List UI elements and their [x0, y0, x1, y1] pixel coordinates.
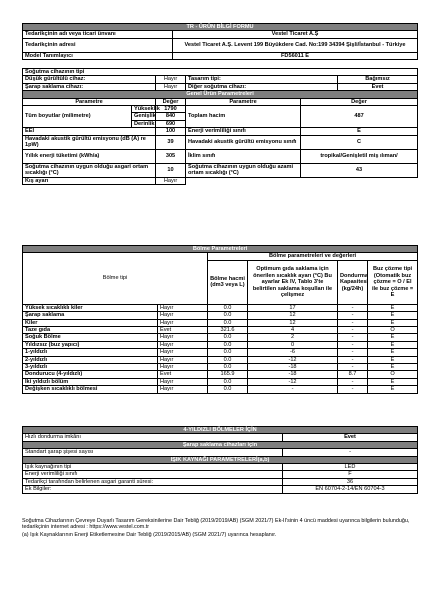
compartment-volume: 165.9 [208, 371, 248, 378]
compartment-volume: 0.0 [208, 334, 248, 341]
max-temp-label: Soğutma cihazının uygun olduğu azami ortam sıcaklığı (°C) [186, 163, 301, 177]
noise-value: 39 [156, 135, 186, 149]
compartment-row [23, 364, 418, 371]
compartment-temp: -12 [248, 378, 338, 385]
width-value: 840 [156, 113, 186, 120]
col-volume: Bölme hacmi (dm3 veya L) [208, 260, 248, 304]
compartment-freezing-capacity: - [338, 378, 368, 385]
compartment-temp: 12 [248, 319, 338, 326]
compartment-temp: 4 [248, 327, 338, 334]
compartment-params-header: Bölme parametreleri ve değerleri [208, 253, 418, 260]
compartment-defrost: E [368, 378, 418, 385]
compartment-temp: 2 [248, 334, 338, 341]
compartment-volume: 0.0 [208, 341, 248, 348]
compartments-table [22, 245, 418, 394]
height-value: 1790 [156, 106, 186, 113]
compartment-freezing-capacity: - [338, 327, 368, 334]
compartment-row [23, 334, 418, 341]
compartment-present: Hayır [158, 349, 208, 356]
compartment-volume: 0.0 [208, 378, 248, 385]
compartment-row [23, 386, 418, 393]
compartment-volume: 0.0 [208, 319, 248, 326]
compartment-present: Evet [158, 327, 208, 334]
compartment-temp: -18 [248, 364, 338, 371]
compartment-freezing-capacity: - [338, 304, 368, 311]
light-energy-class-value: F [283, 471, 418, 478]
compartment-temp: -12 [248, 356, 338, 363]
fast-freeze-label: Hızlı dondurma imkânı [23, 434, 283, 441]
eei-value: 100 [156, 128, 186, 135]
compartment-name: 3-yıldızlı [23, 364, 158, 371]
supplier-name-value: Vestel Ticaret A.Ş [173, 31, 418, 38]
general-table [22, 68, 418, 185]
annual-energy-value: 305 [156, 149, 186, 163]
compartment-name: Yüksek sıcaklıklı kiler [23, 304, 158, 311]
compartment-temp: - [248, 386, 338, 393]
climate-class-value: tropikal/Genişletil miş ılıman/ [301, 149, 418, 163]
other-appliance-label: Diğer soğutma cihazı: [186, 83, 338, 90]
other-appliance-value: Evet [338, 83, 418, 90]
compartment-volume: 0.0 [208, 304, 248, 311]
light-type-value: LED [283, 464, 418, 471]
compartment-defrost: E [368, 386, 418, 393]
col-value-right: Değer [301, 98, 418, 105]
col-param-left: Parametre [23, 98, 156, 105]
additional-info-value: EN 60704-2-14/EN 60704-3 [283, 486, 418, 493]
compartment-temp: 17 [248, 304, 338, 311]
low-noise-label: Düşük gürültülü cihaz: [23, 76, 156, 83]
compartment-volume: 0.0 [208, 312, 248, 319]
design-type-label: Tasarım tipi: [186, 76, 338, 83]
compartment-defrost: E [368, 319, 418, 326]
compartment-name: Soğuk Bölme [23, 334, 158, 341]
compartment-name: Şarap saklama [23, 312, 158, 319]
compartment-defrost: E [368, 364, 418, 371]
compartment-volume: 321.6 [208, 327, 248, 334]
compartment-freezing-capacity: - [338, 312, 368, 319]
compartment-defrost: E [368, 356, 418, 363]
compartment-freezing-capacity: - [338, 386, 368, 393]
min-temp-label: Soğutma cihazının uygun olduğu asgari ortam sıcaklığı (°C) [23, 163, 156, 177]
model-value: FD56011 E [173, 52, 418, 59]
design-type-value: Bağımsız [338, 76, 418, 83]
compartment-name: 1-yıldızlı [23, 349, 158, 356]
compartment-name: Kiler [23, 319, 158, 326]
compartment-row [23, 312, 418, 319]
eei-label: EEI [23, 128, 156, 135]
total-volume-value: 487 [301, 106, 418, 128]
compartment-present: Hayır [158, 364, 208, 371]
footnote-regulation: Soğutma Cihazlarının Çevreye Duyarlı Tasarım Gereksinilerine Dair Tebliğ (2019/2019/AB) (SGM 2021/7) Ek-II'sinin 4 üncü maddesi uyarınca bilgilerin bulunduğu, tedarikçinin internet adresi : https://www.vestel.com.tr [22, 518, 410, 531]
compartment-volume: 0.0 [208, 386, 248, 393]
compartment-temp: -6 [248, 349, 338, 356]
compartment-present: Hayır [158, 334, 208, 341]
compartment-name: 2-yıldızlı [23, 356, 158, 363]
compartment-present: Hayır [158, 304, 208, 311]
compartment-present: Hayır [158, 319, 208, 326]
compartment-row [23, 304, 418, 311]
max-temp-value: 43 [301, 163, 418, 177]
general-params-title: Genel Ürün Parametreleri [23, 91, 418, 98]
compartment-freezing-capacity: - [338, 349, 368, 356]
compartment-present: Hayır [158, 341, 208, 348]
depth-value: 690 [156, 120, 186, 127]
compartment-row [23, 327, 418, 334]
compartment-name: İki yıldızlı bölüm [23, 378, 158, 385]
wine-appliance-value: Hayır [156, 83, 186, 90]
compartment-present: Hayır [158, 378, 208, 385]
supplier-name-label: Tedarikçinin adı veya ticari ünvanı [23, 31, 173, 38]
dimensions-label: Tüm boyutlar (milimetre) [23, 106, 132, 128]
compartment-volume: 0.0 [208, 349, 248, 356]
col-value-left: Değer [156, 98, 186, 105]
compartment-temp: 0 [248, 341, 338, 348]
form-title: TR - ÜRÜN BİLGİ FORMU [23, 24, 418, 31]
compartment-row [23, 341, 418, 348]
footnote-light: (a) Işık Kaynaklarının Enerji Etiketlemesine Dair Tebliğ (2019/2015/AB) (SGM 2021/7) uyarınca hesaplanır. [22, 532, 277, 538]
compartment-temp: 12 [248, 312, 338, 319]
supplier-address-label: Tedarikçinin adresi [23, 38, 173, 52]
compartment-present: Hayır [158, 312, 208, 319]
compartment-freezing-capacity: - [338, 341, 368, 348]
total-volume-label: Toplam hacim [186, 106, 301, 128]
warranty-label: Tedarikçi tarafından belirlenen asgari garanti süresi: [23, 478, 283, 485]
compartment-row [23, 349, 418, 356]
compartment-freezing-capacity: 8.7 [338, 371, 368, 378]
appliance-type-title: Soğutma cihazının tipi [23, 69, 418, 76]
winter-setting-label: Kış ayarı [23, 177, 156, 184]
compartment-name: Dondurucu (4-yıldızlı) [23, 371, 158, 378]
compartment-freezing-capacity: - [338, 319, 368, 326]
noise-label: Havadaki akustik gürültü emisyonu (dB (A) re 1pW) [23, 135, 156, 149]
low-noise-value: Hayır [156, 76, 186, 83]
compartment-name: Taze gıda [23, 327, 158, 334]
light-energy-class-label: Enerji verimliliği sınıfı [23, 471, 283, 478]
fast-freeze-value: Evet [283, 434, 418, 441]
compartment-present: Evet [158, 371, 208, 378]
light-source-title: IŞIK KAYNAĞI PARAMETRELERİ(a,b) [23, 456, 418, 463]
compartment-row [23, 371, 418, 378]
compartment-freezing-capacity: - [338, 334, 368, 341]
model-label: Model Tanımlayıcı [23, 52, 173, 59]
compartment-volume: 0.0 [208, 356, 248, 363]
compartment-name: Değişken sıcaklıklı bölmesi [23, 386, 158, 393]
compartment-present: Hayır [158, 356, 208, 363]
wine-section-title: Şarap saklama cihazları için [23, 441, 418, 448]
min-temp-value: 10 [156, 163, 186, 177]
wine-appliance-label: Şarap saklama cihazı: [23, 83, 156, 90]
header-table [22, 23, 418, 60]
wine-bottles-label: Standart şarap şişesi sayısı [23, 449, 283, 456]
compartments-title: Bölme Parametreleri [23, 246, 418, 253]
climate-class-label: İklim sınıfı [186, 149, 301, 163]
compartment-defrost: E [368, 334, 418, 341]
compartment-row [23, 356, 418, 363]
wine-bottles-value: - [283, 449, 418, 456]
col-param-right: Parametre [186, 98, 301, 105]
compartment-present: Hayır [158, 386, 208, 393]
compartment-freezing-capacity: - [338, 364, 368, 371]
energy-class-value: E [301, 128, 418, 135]
height-label: Yükseklik [132, 106, 156, 113]
extra-table [22, 426, 418, 494]
noise-class-label: Havadaki akustik gürültü emisyonu sınıfı [186, 135, 301, 149]
col-freezing-capacity: Dondurma Kapasitesi (kg/24h) [338, 260, 368, 304]
compartment-defrost: E [368, 304, 418, 311]
col-defrost-type: Buz çözme tipi (Otomatik buz çözme = O / El ile buz çözme = E [368, 260, 418, 304]
compartment-defrost: E [368, 349, 418, 356]
winter-setting-value: Hayır [156, 177, 186, 184]
compartment-defrost: O [368, 327, 418, 334]
compartment-defrost: E [368, 312, 418, 319]
compartment-temp: -18 [248, 371, 338, 378]
additional-info-label: Ek Bilgiler: [23, 486, 283, 493]
four-star-title: 4-YILDIZLI BÖLMELER İÇİN [23, 427, 418, 434]
compartment-defrost: E [368, 341, 418, 348]
compartment-defrost: O [368, 371, 418, 378]
light-type-label: Işık kaynağının tipi [23, 464, 283, 471]
warranty-value: 36 [283, 478, 418, 485]
compartment-name: Yıldızsız (buz yapıcı) [23, 341, 158, 348]
compartment-row [23, 378, 418, 385]
compartment-volume: 0.0 [208, 364, 248, 371]
depth-label: Derinlik [132, 120, 156, 127]
compartment-row [23, 319, 418, 326]
annual-energy-label: Yıllık enerji tüketimi (kWh/a) [23, 149, 156, 163]
width-label: Genişlik [132, 113, 156, 120]
col-compartment-type: Bölme tipi [23, 253, 208, 304]
col-recommended-temp: Optimum gıda saklama için önerilen sıcaklık ayarı (°C) Bu ayarlar Ek IV, Tablo 3'te belirtilen saklama koşulları ile çelişmez [248, 260, 338, 304]
compartment-freezing-capacity: - [338, 356, 368, 363]
energy-class-label: Enerji verimliliği sınıfı [186, 128, 301, 135]
noise-class-value: C [301, 135, 418, 149]
supplier-address-value: Vestel Ticaret A.Ş. Levent 199 Büyükdere Cad. No:199 34394 Şişli/İstanbul - Türkiye [173, 38, 418, 52]
